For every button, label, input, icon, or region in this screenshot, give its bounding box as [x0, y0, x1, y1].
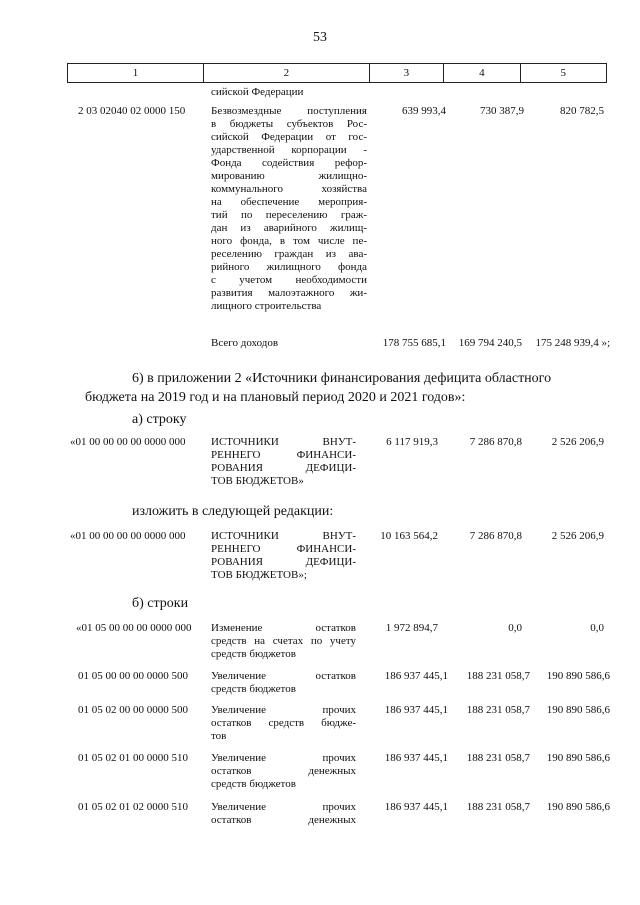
row-value-2021: 190 890 586,6 — [546, 752, 610, 764]
desc-line: РОВАНИЯ ДЕФИЦИ- — [211, 556, 356, 568]
column-header-4: 4 — [444, 64, 520, 83]
row-value-2020: 188 231 058,7 — [466, 752, 530, 764]
row-150-code: 2 03 02040 02 0000 150 — [78, 105, 186, 117]
desc-line: Увеличение прочих — [211, 801, 356, 813]
desc-line: тий по переселению граж- — [211, 209, 367, 221]
row-value-2021: 190 890 586,6 — [546, 704, 610, 716]
column-header-3: 3 — [369, 64, 443, 83]
total-value-2021: 175 248 939,4 »; — [535, 337, 610, 349]
src-old-value-2019: 6 117 919,3 — [386, 436, 438, 448]
desc-line: средств на счетах по учету — [211, 635, 356, 647]
desc-line: развития малоэтажного жи- — [211, 287, 367, 299]
paragraph-izlozhit: изложить в следующей редакции: — [132, 504, 334, 519]
row-description — [211, 704, 356, 743]
desc-line: сийской Федерации от гос- — [211, 131, 367, 143]
desc-line: остатков денежных — [211, 765, 356, 777]
paragraph-stroki: б) строки — [132, 596, 189, 611]
desc-line: остатков денежных — [211, 814, 356, 826]
paragraph-b-line2: бюджета на 2019 год и на плановый период 2020 и 2021 годов»: — [85, 390, 466, 405]
desc-line: рийного жилищного фонда — [211, 261, 367, 273]
row-value-2019: 186 937 445,1 — [384, 801, 448, 813]
desc-line: Увеличение остатков — [211, 670, 356, 682]
column-header-2: 2 — [203, 64, 369, 83]
row-value-2021: 0,0 — [590, 622, 604, 634]
desc-line: в бюджеты субъектов Рос- — [211, 118, 367, 130]
desc-line: РОВАНИЯ ДЕФИЦИ- — [211, 462, 356, 474]
row-value-2020: 188 231 058,7 — [466, 801, 530, 813]
row-code: 01 05 02 01 00 0000 510 — [78, 752, 188, 764]
src-new-description — [211, 530, 356, 582]
column-header-5: 5 — [520, 64, 606, 83]
row-code: 01 05 00 00 00 0000 500 — [78, 670, 188, 682]
row-150-description — [211, 105, 367, 313]
row-code: «01 05 00 00 00 0000 000 — [76, 622, 192, 634]
desc-line: средств бюджетов — [211, 683, 296, 695]
desc-line: мированию жилищно- — [211, 170, 367, 182]
src-new-value-2019: 10 163 564,2 — [380, 530, 438, 542]
desc-line: РЕННЕГО ФИНАНСИ- — [211, 449, 356, 461]
row-value-2021: 190 890 586,6 — [546, 670, 610, 682]
row-description — [211, 752, 356, 791]
desc-line: ударственной корпорации - — [211, 144, 367, 156]
row-150-value-2019: 639 993,4 — [402, 105, 446, 117]
src-old-code: «01 00 00 00 00 0000 000 — [70, 436, 186, 448]
continuation-text: сийской Федерации — [211, 86, 304, 98]
row-value-2020: 188 231 058,7 — [466, 670, 530, 682]
desc-line: Увеличение прочих — [211, 752, 356, 764]
row-value-2019: 1 972 894,7 — [385, 622, 438, 634]
src-new-value-2021: 2 526 206,9 — [551, 530, 604, 542]
desc-line: ТОВ БЮДЖЕТОВ»; — [211, 569, 307, 581]
desc-line: ного фонда, в том числе пе- — [211, 235, 367, 247]
src-old-value-2021: 2 526 206,9 — [551, 436, 604, 448]
desc-line: Увеличение прочих — [211, 704, 356, 716]
src-new-value-2020: 7 286 870,8 — [469, 530, 522, 542]
row-description — [211, 801, 356, 827]
row-code: 01 05 02 01 02 0000 510 — [78, 801, 188, 813]
desc-line: реселению граждан из ава- — [211, 248, 367, 260]
desc-line: тов — [211, 730, 227, 742]
row-value-2019: 186 937 445,1 — [384, 704, 448, 716]
src-old-value-2020: 7 286 870,8 — [469, 436, 522, 448]
desc-line: на обеспечение мероприя- — [211, 196, 367, 208]
paragraph-b-line1: 6) в приложении 2 «Источники финансирования дефицита областного — [132, 371, 552, 386]
desc-line: Фонда содействия рефор- — [211, 157, 367, 169]
row-value-2020: 188 231 058,7 — [466, 704, 530, 716]
total-value-2019: 178 755 685,1 — [382, 337, 446, 349]
desc-line: лищного строительства — [211, 300, 322, 312]
desc-line: остатков средств бюдже- — [211, 717, 356, 729]
desc-line: ТОВ БЮДЖЕТОВ» — [211, 475, 304, 487]
row-150-value-2021: 820 782,5 — [560, 105, 604, 117]
src-old-description — [211, 436, 356, 488]
src-new-code: «01 00 00 00 00 0000 000 — [70, 530, 186, 542]
desc-line: РЕННЕГО ФИНАНСИ- — [211, 543, 356, 555]
desc-line: средств бюджетов — [211, 778, 296, 790]
desc-line: с учетом необходимости — [211, 274, 367, 286]
total-label: Всего доходов — [211, 337, 279, 349]
paragraph-a-stroku: а) строку — [132, 412, 187, 427]
row-value-2021: 190 890 586,6 — [546, 801, 610, 813]
desc-line: Безвозмездные поступления — [211, 105, 367, 117]
row-value-2020: 0,0 — [508, 622, 522, 634]
row-value-2019: 186 937 445,1 — [384, 670, 448, 682]
desc-line: Изменение остатков — [211, 622, 356, 634]
desc-line: дан из аварийного жилищ- — [211, 222, 367, 234]
column-header-1: 1 — [68, 64, 204, 83]
row-description — [211, 622, 356, 661]
row-150-value-2020: 730 387,9 — [480, 105, 524, 117]
page-number: 53 — [313, 30, 327, 45]
column-header-table — [67, 63, 607, 83]
row-description — [211, 670, 356, 696]
row-code: 01 05 02 00 00 0000 500 — [78, 704, 188, 716]
row-value-2019: 186 937 445,1 — [384, 752, 448, 764]
total-value-2020: 169 794 240,5 — [458, 337, 522, 349]
desc-line: коммунального хозяйства — [211, 183, 367, 195]
desc-line: ИСТОЧНИКИ ВНУТ- — [211, 530, 356, 542]
desc-line: ИСТОЧНИКИ ВНУТ- — [211, 436, 356, 448]
desc-line: средств бюджетов — [211, 648, 296, 660]
